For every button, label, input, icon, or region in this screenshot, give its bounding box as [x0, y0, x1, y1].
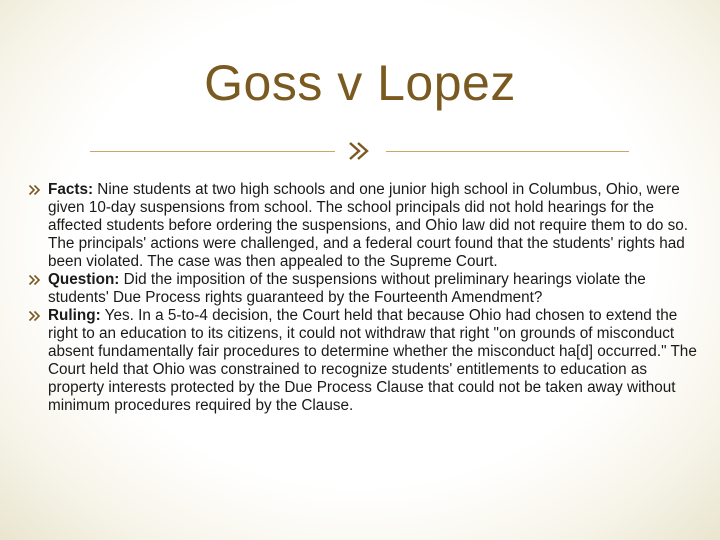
bullet-text: Did the imposition of the suspensions without preliminary hearings violate the students' Due Process rights guaranteed by the Fourteenth Amendment?: [48, 271, 646, 306]
bullet-chevron-icon: [28, 310, 42, 322]
bullet-facts: [28, 181, 700, 271]
bullet-text: Yes. In a 5-to-4 decision, the Court held that because Ohio had chosen to extend the right to an education to its citizens, it could not withdraw that right "on grounds of misconduct absent fundamentally fair procedures to determine whether the misconduct ha[d] occurred." The Court held that Ohio was constrained to recognize students' entitlements to education as property interests protected by the Due Process Clause that could not be taken away without minimum procedures required by the Clause.: [48, 307, 697, 414]
title-rule-right: [386, 151, 629, 152]
bullet-text: Nine students at two high schools and one junior high school in Columbus, Ohio, were given 10-day suspensions from school. The school principals did not hold hearings for the affected students before ordering the suspensions, and Ohio law did not require them to do so. The principals' actions were challenged, and a federal court found that the students' rights had been violated. The case was then appealed to the Supreme Court.: [48, 181, 689, 270]
bullet-question: [28, 271, 700, 307]
bullet-lead: Facts:: [48, 181, 94, 198]
bullet-lead: Question:: [48, 271, 120, 288]
title-rule-left: [90, 151, 335, 152]
bullet-chevron-icon: [28, 184, 42, 196]
slide-title: Goss v Lopez: [204, 55, 516, 111]
bullet-ruling: [28, 307, 700, 415]
bullet-lead: Ruling:: [48, 307, 101, 324]
bullet-chevron-icon: [28, 274, 42, 286]
double-chevron-icon: [347, 140, 375, 162]
bullet-list: [28, 181, 700, 415]
